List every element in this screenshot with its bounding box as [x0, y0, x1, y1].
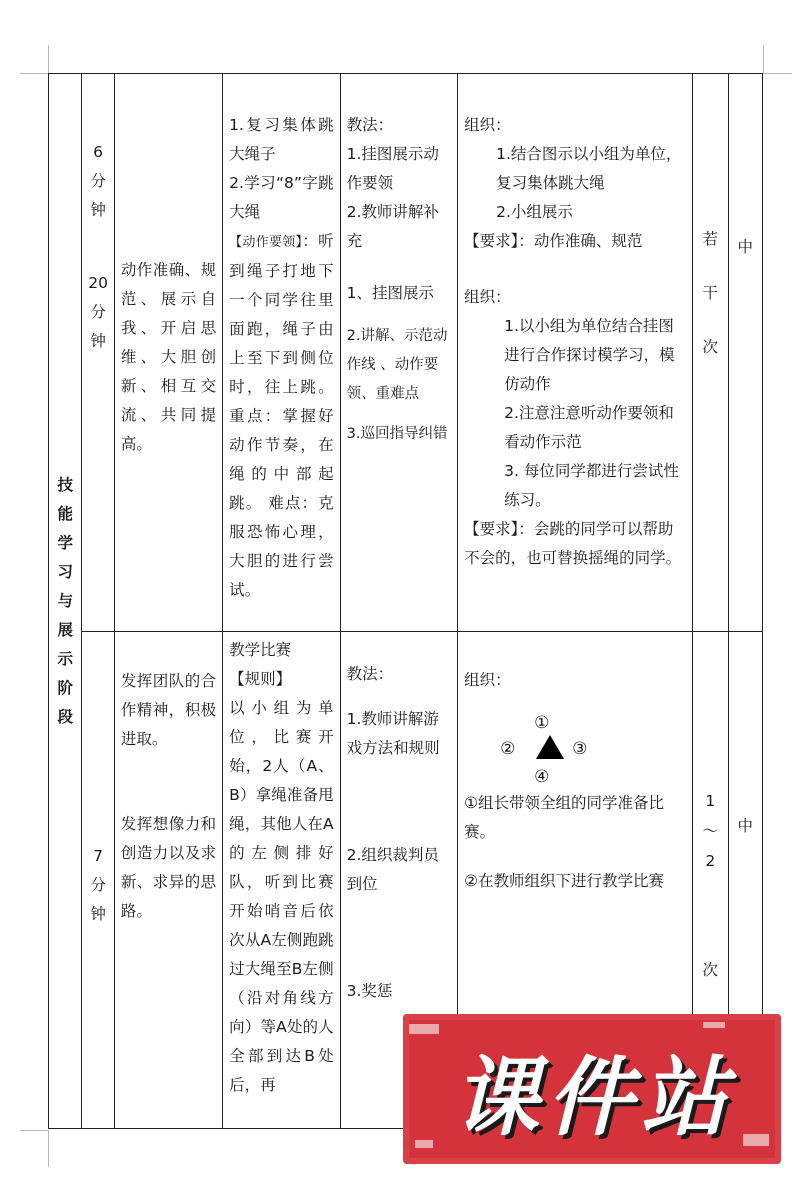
- corner-mark-top-left: [20, 45, 49, 74]
- times-label: 若干次: [702, 229, 719, 356]
- intensity-label: 中: [737, 237, 753, 256]
- org-item: 1.以小组为单位结合挂图进行合作探讨模学习，模仿动作: [504, 317, 675, 393]
- org-title: 组织：: [464, 288, 511, 306]
- organization-cell: [458, 74, 693, 632]
- time-label: 7分钟: [90, 847, 106, 923]
- intensity-cell: [728, 74, 763, 632]
- stage-label-cell: [49, 74, 82, 1129]
- times-label: 1～2: [702, 792, 719, 870]
- content-item: 1.复习集体跳大绳子: [229, 116, 334, 163]
- position-mark-4: ④: [534, 767, 550, 787]
- method-item: 1.教师讲解游戏方法和规则: [346, 710, 440, 757]
- method-item: 2.教师讲解补充: [346, 203, 439, 250]
- org-item: 1.结合图示以小组为单位，复习集体跳大绳: [496, 145, 682, 192]
- corner-mark-top-right: [763, 45, 792, 74]
- content-cell: [223, 74, 340, 632]
- position-mark-2: ②: [500, 739, 516, 759]
- method-item: 3.奖惩: [346, 982, 393, 1000]
- org-item: 2.小组展示: [496, 203, 573, 221]
- corner-mark-bottom-left: [20, 1130, 49, 1167]
- content-key-label: 【动作要领】: [229, 235, 303, 250]
- triangle-icon: [536, 735, 564, 759]
- org-requirement: 【要求】：动作准确、规范: [464, 232, 643, 250]
- method-cell: [340, 74, 457, 632]
- method-item: 1、挂图展示: [346, 284, 435, 302]
- time-label: 20分钟: [88, 274, 108, 350]
- org-item: 3. 每位同学都进行尝试性练习。: [504, 462, 679, 509]
- stage-label: 技能学习与展示阶段: [57, 475, 73, 726]
- method-title: 教法：: [346, 665, 394, 683]
- lesson-plan-table: [48, 73, 763, 1129]
- times-label: 次: [702, 961, 719, 979]
- time-cell: [82, 632, 114, 1129]
- intensity-label: 中: [737, 817, 753, 835]
- content-title: 教学比赛: [229, 641, 292, 659]
- content-cell: [223, 632, 340, 1129]
- objective-text: 发挥想像力和创造力以及求新、求异的思路。: [120, 815, 217, 920]
- time-label: 6分钟: [90, 143, 106, 219]
- objective-text: 发挥团队的合作精神，积极进取。: [120, 672, 217, 748]
- formation-diagram: [464, 709, 686, 789]
- method-item: 1.挂图展示动作要领: [346, 145, 439, 192]
- org-item: ②在教师组织下进行教学比赛: [464, 872, 665, 890]
- objective-cell: [114, 74, 222, 632]
- org-title: 组织：: [464, 116, 511, 134]
- content-item: 2.学习“8”字跳大绳: [229, 174, 334, 221]
- position-mark-3: ③: [572, 739, 588, 759]
- content-rule: 以小组为单位，比赛开始，2人（A、B）拿绳准备甩绳，其他人在A的左侧排好队，听到比赛开始哨音后依次从A左侧跑跳过大绳至B左侧（沿对角线方向）等A处的人全部到达B处后，再: [229, 699, 334, 1094]
- times-cell: [693, 74, 728, 632]
- org-title: 组织：: [464, 671, 511, 689]
- content-rule-label: 【规则】: [229, 670, 292, 688]
- org-requirement: 【要求】：会跳的同学可以帮助不会的，也可替换摇绳的同学。: [464, 520, 682, 567]
- method-item: 2.讲解、示范动作线 、动作要领、重难点: [346, 328, 448, 402]
- content-key-text: ：听到绳子打地下一个同学往里面跑，绳子由上至下到侧位时，往上跳。 重点：掌握好动作节奏，在绳的中部起跳。 难点：克服恐怖心理，大胆的进行尝试。: [229, 232, 334, 599]
- method-item: 3.巡回指导纠错: [346, 426, 448, 442]
- method-item: 2.组织裁判员到位: [346, 846, 439, 893]
- time-cell: [82, 74, 114, 632]
- watermark-text: 课件站: [453, 1048, 735, 1148]
- position-mark-1: ①: [534, 713, 550, 733]
- org-item: 2.注意注意听动作要领和看动作示范: [504, 404, 674, 451]
- watermark-stamp: [403, 1014, 781, 1164]
- org-item: ①组长带领全组的同学准备比赛。: [464, 794, 665, 841]
- objective-cell: [114, 632, 222, 1129]
- objective-text: 动作准确、规范、展示自我、开启思维、大胆创新、相互交流、共同提高。: [120, 261, 217, 453]
- method-title: 教法：: [346, 116, 394, 134]
- table-row: [49, 74, 763, 632]
